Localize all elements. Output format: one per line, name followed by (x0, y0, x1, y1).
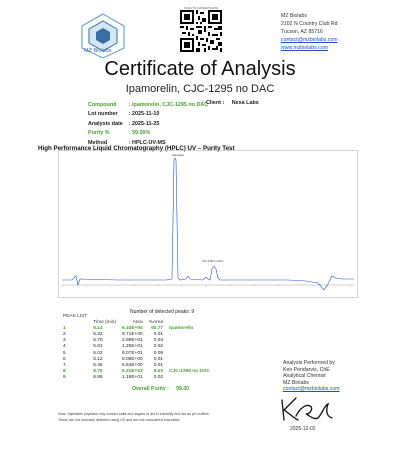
peak-pct: 0.04 (153, 338, 164, 344)
peak-time: 6.88 (93, 374, 103, 380)
lot-value: : 2025-11-10 (128, 111, 160, 118)
peak-label-cjc: CJC-1295 no DAC (202, 260, 224, 263)
lot-label: Lot number (88, 111, 118, 118)
hplc-chromatogram (58, 150, 358, 298)
peak-number: 9 (63, 374, 66, 380)
client-value: Nexa Labs (231, 100, 259, 106)
address-line1: 2102 N Country Club Rd (281, 21, 338, 27)
qr-caption: SCAN TO AUTHENTICATE (183, 6, 219, 10)
client-label: Client : (206, 100, 225, 106)
email-link[interactable]: contact@mzbiolabs.com (281, 37, 338, 43)
signature (276, 396, 336, 424)
peak-pct: 90.77 (151, 326, 164, 332)
qr-code[interactable] (180, 10, 222, 52)
method-label: Method (88, 139, 108, 146)
chromatogram-trace (62, 158, 354, 290)
peak-area: 1.19E+01 (122, 374, 143, 380)
peak-time: 5.70 (93, 338, 103, 344)
peak-pct: 0.01 (153, 356, 164, 362)
peak-pct: 0.01 (153, 362, 164, 368)
peak-area: 6.31E+03 (122, 368, 143, 374)
col-pct: %Area (148, 320, 164, 326)
analysis-date-value: : 2025-11-25 (128, 120, 160, 127)
peak-pct: 0.02 (153, 344, 164, 350)
peak-number: 4 (63, 344, 66, 350)
analyst-line1: Analysis Performed by (283, 360, 335, 366)
page-subtitle: Ipamorelin, CJC-1295 no DAC (125, 83, 275, 95)
method-value: : HPLC-UV-MS (128, 139, 166, 146)
peak-number: 5 (63, 350, 66, 356)
peak-number: 7 (63, 362, 66, 368)
peak-number: 2 (63, 332, 66, 338)
peak-area: 5.64E+00 (122, 362, 143, 368)
sample-info (86, 100, 214, 149)
company-address (281, 12, 338, 52)
peak-pct: 9.03 (153, 368, 164, 374)
peak-area: 8.08E+00 (122, 356, 143, 362)
logo-text: MZ Biolabs (84, 48, 112, 54)
peak-pct: 0.09 (153, 350, 164, 356)
peak-time: 6.02 (93, 350, 103, 356)
compound-label: Compound (88, 102, 117, 108)
peak-area: 1.25E+01 (122, 344, 143, 350)
analyst-line4: MZ Biolabs (283, 379, 309, 386)
analysis-date-label: Analysis date (88, 120, 123, 127)
peak-name (166, 375, 213, 381)
peak-pct: 0.02 (153, 374, 164, 380)
purity-value: : 99.00% (128, 130, 151, 137)
peak-area: 2.99E+01 (122, 338, 143, 344)
purity-label: Purity % (88, 130, 110, 137)
peak-time: 5.32 (93, 332, 103, 338)
note-line2: These are not normally detected using UV and are not considered impurities. (58, 418, 181, 422)
peak-name: CJC-1295 no DAC (169, 368, 210, 374)
chart-title: High Performance Liquid Chromatography (HPLC) UV – Purity Test (38, 145, 235, 152)
peak-area: 6.34E+04 (122, 326, 143, 332)
website-link[interactable]: www.mzbiolabs.com (281, 45, 328, 51)
peak-label-ipamorelin: Ipamorelin (172, 154, 185, 157)
peak-time: 5.81 (93, 344, 103, 350)
peak-time: 6.12 (93, 356, 103, 362)
peak-number: 3 (63, 338, 66, 344)
col-area: Area (132, 320, 143, 326)
peak-area: 8.71E+00 (122, 332, 143, 338)
peak-table (60, 314, 213, 381)
col-time: Time (min) (93, 320, 117, 326)
overall-label: Overall Purity : (132, 386, 169, 392)
compound-value: : Ipamorelin, CJC-1295 no DAC (128, 102, 209, 108)
peak-time: 5.14 (93, 326, 103, 332)
analyst-block (283, 360, 340, 393)
peak-area: 6.07E+01 (122, 350, 143, 356)
page-title: Certificate of Analysis (104, 58, 296, 80)
table-row (60, 375, 213, 381)
address-line2: Tucson, AZ 85716 (281, 29, 323, 35)
footnote (58, 411, 288, 423)
peak-number: 8 (63, 368, 66, 374)
peak-time: 6.45 (93, 362, 103, 368)
peak-pct: 0.01 (153, 332, 164, 338)
analyst-email[interactable]: contact@mzbiolabs.com (283, 386, 340, 393)
peak-name: Ipamorelin (169, 326, 194, 332)
analyst-line2: Ken Pendarvis, ChE (283, 366, 330, 373)
chart-x-ticks (62, 285, 350, 288)
peak-time: 8.76 (93, 368, 103, 374)
client-info (206, 100, 259, 106)
peak-number: 1 (63, 326, 66, 332)
peak-number: 6 (63, 356, 66, 362)
note-line1: Note: Injectable peptides may contain salts and sugars to aid in solubility and act as pH buffers. (58, 412, 210, 416)
overall-value: 99.00 (176, 386, 190, 392)
overall-purity (132, 386, 189, 392)
peak-count: Number of detected peaks: 9 (130, 309, 195, 315)
signature-date: 2025-12-02 (290, 426, 316, 432)
peak-list-label: PEAK LIST (63, 314, 88, 319)
analyst-line3: Analytical Chemist (283, 373, 326, 380)
chart-frame (59, 151, 358, 298)
company-name: MZ Biolabs (281, 13, 307, 19)
